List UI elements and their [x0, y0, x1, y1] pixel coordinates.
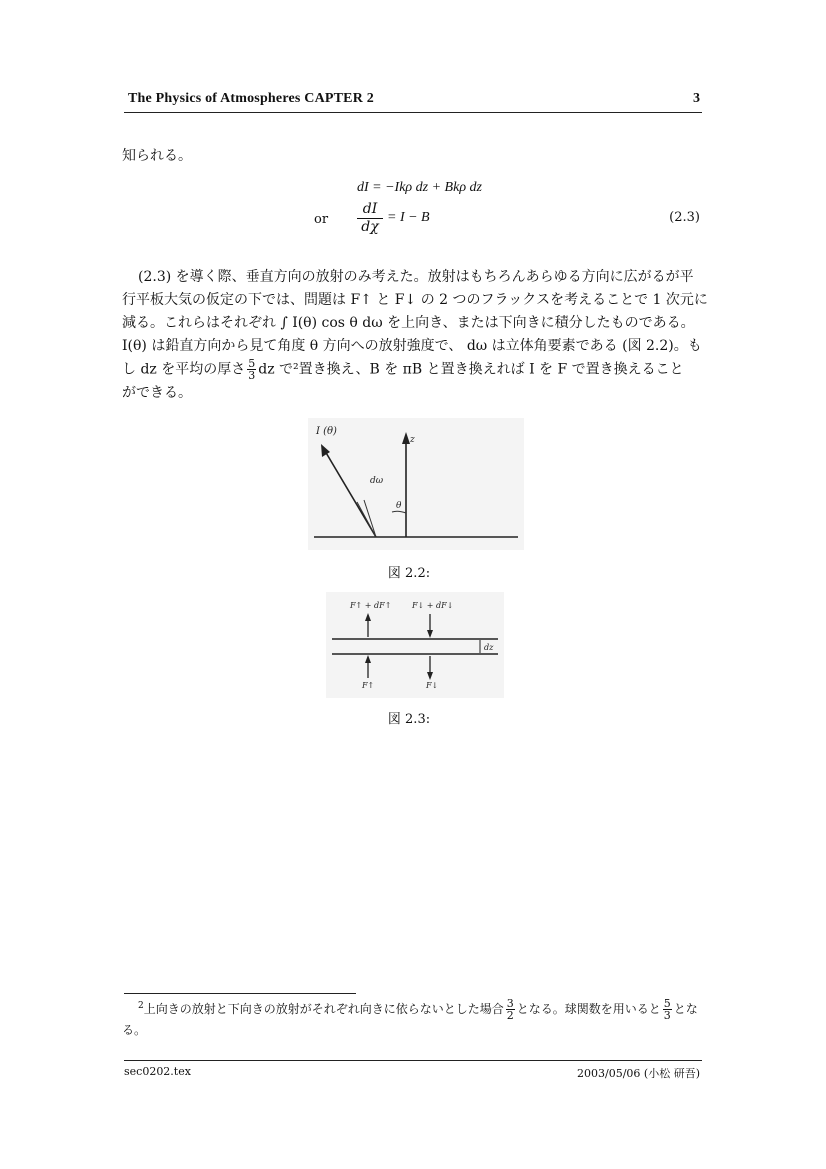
fraction-numerator: dI: [357, 201, 383, 219]
label-theta: θ: [396, 501, 402, 511]
body-line: ができる。: [122, 384, 192, 401]
label-up-top: F↑ + dF↑: [350, 601, 392, 610]
label-dz: dz: [484, 643, 494, 652]
footer-filename: sec0202.tex: [124, 1065, 191, 1078]
footer-date-author: 2003/05/06 (小松 研吾): [577, 1067, 700, 1080]
fraction-denominator: dχ: [361, 219, 379, 235]
running-footer: [124, 1060, 702, 1081]
equation-line-1: dI = −Ikρ dz + Bkρ dz: [357, 180, 482, 195]
page-number: 3: [693, 91, 700, 106]
label-domega: dω: [370, 476, 384, 486]
intro-text: 知られる。: [122, 148, 192, 164]
figure-2-2-caption: 図 2.2:: [387, 566, 431, 581]
inline-fraction: $\frac{3}{2}$: [506, 997, 514, 1022]
figure-2-3: [326, 592, 504, 698]
inline-fraction: $\frac{5}{3}$: [248, 357, 256, 382]
body-line: 減る。これらはそれぞれ ∫ I(θ) cos θ dω を上向き、または下向きに積分したものである。: [122, 315, 695, 331]
label-I-theta: I (θ): [316, 426, 337, 437]
label-z: z: [410, 435, 415, 445]
body-paragraph: [122, 266, 708, 405]
header-title: The Physics of Atmospheres CAPTER 2: [128, 91, 374, 106]
inline-fraction: $\frac{5}{3}$: [663, 997, 671, 1022]
running-header: [124, 90, 702, 113]
footnote-line: $^2$上向きの放射と下向きの放射がそれぞれ向きに依らないとした場合 $\frac{3}{2}$ となる。球関数を用いると $\frac{5}{3}$ とな: [138, 997, 698, 1022]
footnote: [122, 997, 712, 1040]
figure-2-2: [308, 418, 524, 550]
figure-background: [308, 418, 524, 550]
body-line: し dz を平均の厚さ $\frac{5}{3}$ dz で²置き換え、B を πB と置き換えれば I を F で置き換えること: [122, 357, 684, 382]
equation-fraction: [357, 201, 383, 236]
body-line: I(θ) は鉛直方向から見て角度 θ 方向への放射強度で、 dω は立体角要素である (図 2.2)。も: [122, 338, 702, 354]
footnote-line: る。: [122, 1023, 147, 1037]
equation-or-label: or: [314, 212, 329, 227]
equation-number: (2.3): [669, 210, 700, 225]
figure-2-3-caption: 図 2.3:: [387, 712, 431, 727]
body-line: 行平板大気の仮定の下では、問題は F↑ と F↓ の 2 つのフラックスを考えることで 1 次元に: [122, 292, 708, 308]
label-down-bottom: F↓: [426, 681, 439, 690]
equation-line-2: = I − B: [387, 210, 430, 225]
label-down-top: F↓ + dF↓: [412, 601, 454, 610]
footnote-rule: [124, 993, 356, 994]
label-up-bottom: F↑: [362, 681, 375, 690]
body-line: (2.3) を導く際、垂直方向の放射のみ考えた。放射はもちろんあらゆる方向に広がるが平: [138, 269, 694, 285]
